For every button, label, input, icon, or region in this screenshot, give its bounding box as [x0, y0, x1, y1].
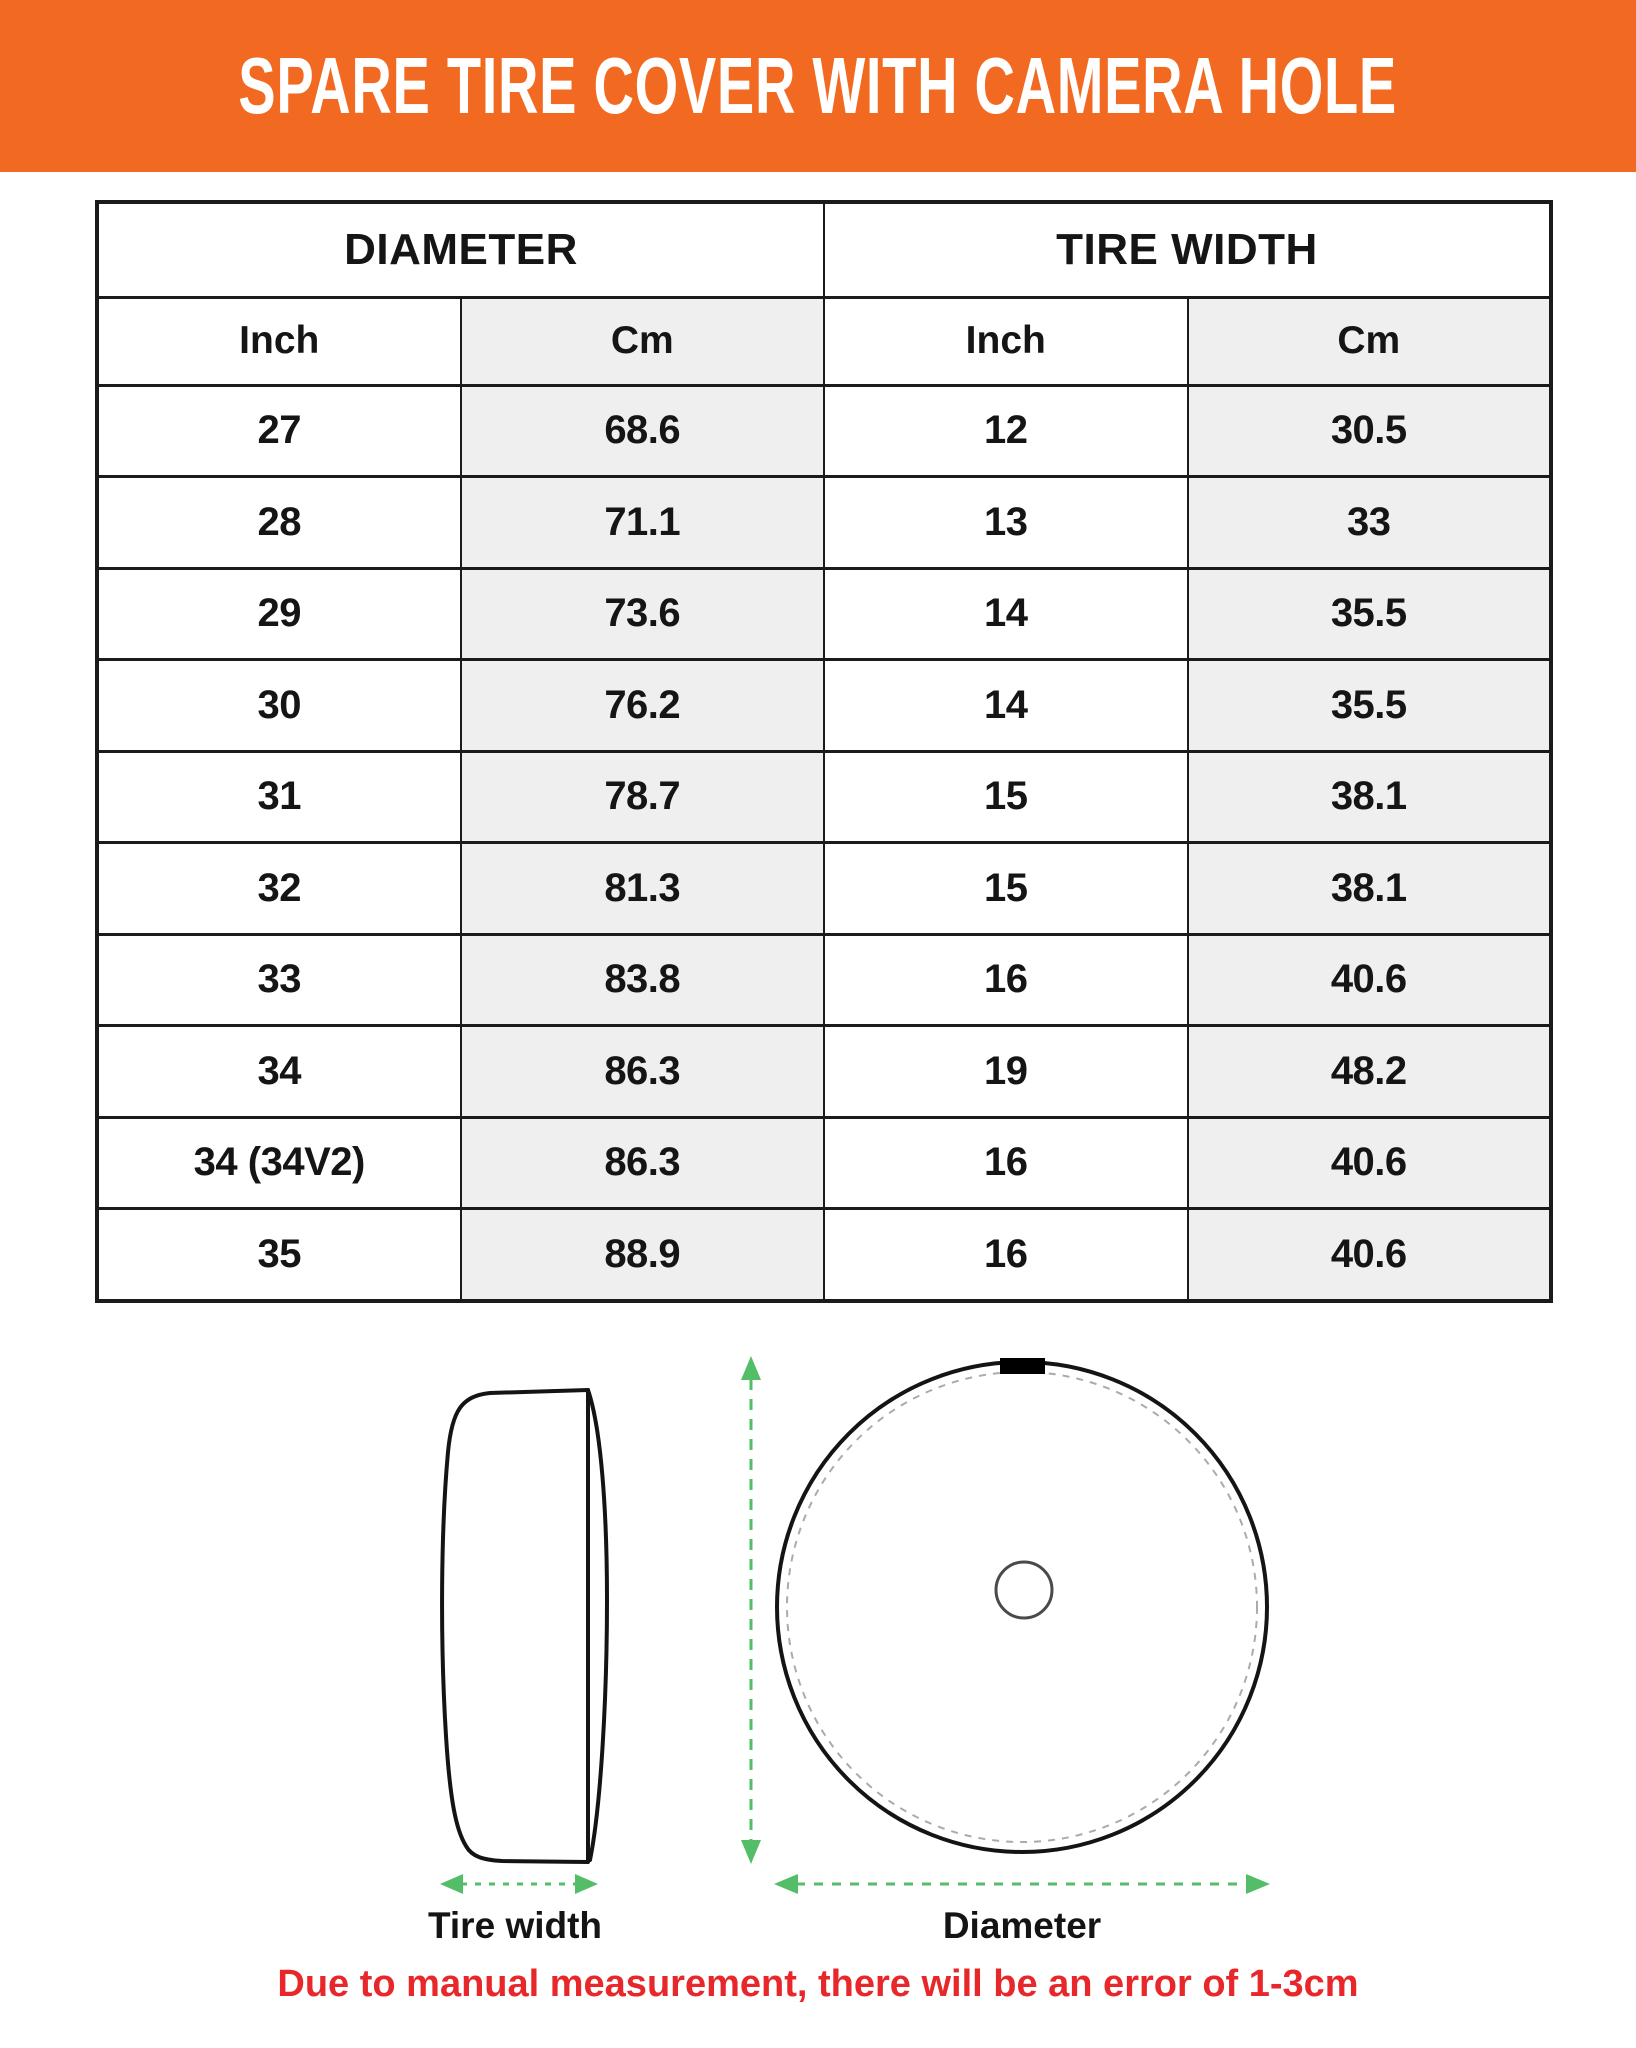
table-cell: 13 — [824, 477, 1188, 569]
table-cell: 14 — [824, 568, 1188, 660]
table-cell: 33 — [1188, 477, 1552, 569]
table-row — [97, 568, 1551, 660]
table-cell: 16 — [824, 1209, 1188, 1302]
col-header-width-cm: Cm — [1188, 297, 1552, 385]
table-row — [97, 934, 1551, 1026]
tire-side-view-outline — [442, 1390, 588, 1862]
top-notch-rect — [1000, 1358, 1045, 1374]
table-cell: 78.7 — [461, 751, 825, 843]
table-cell: 68.6 — [461, 385, 825, 477]
size-table-wrap — [95, 200, 1553, 1303]
arrowhead-left — [440, 1874, 463, 1894]
group-header-tire-width: TIRE WIDTH — [824, 202, 1551, 297]
group-header-diameter: DIAMETER — [97, 202, 824, 297]
table-group-header-row — [97, 202, 1551, 297]
table-cell: 28 — [97, 477, 461, 569]
table-cell: 30 — [97, 660, 461, 752]
table-cell: 81.3 — [461, 843, 825, 935]
table-cell: 73.6 — [461, 568, 825, 660]
table-cell: 38.1 — [1188, 843, 1552, 935]
measurement-diagram — [0, 1330, 1636, 1960]
banner — [0, 0, 1636, 172]
table-cell: 71.1 — [461, 477, 825, 569]
table-row — [97, 751, 1551, 843]
arrowhead-left — [774, 1874, 798, 1894]
page-title: SPARE TIRE COVER WITH CAMERA HOLE — [238, 41, 1398, 130]
col-header-width-inch: Inch — [824, 297, 1188, 385]
tire-side-view-rim-line — [588, 1390, 607, 1860]
table-cell: 16 — [824, 934, 1188, 1026]
camera-hole-circle — [996, 1562, 1052, 1618]
table-cell: 12 — [824, 385, 1188, 477]
col-header-diameter-inch: Inch — [97, 297, 461, 385]
measurement-error-note: Due to manual measurement, there will be an error of 1-3cm — [277, 1962, 1359, 2005]
table-cell: 29 — [97, 568, 461, 660]
table-cell: 40.6 — [1188, 1209, 1552, 1302]
table-cell: 15 — [824, 751, 1188, 843]
table-cell: 38.1 — [1188, 751, 1552, 843]
table-cell: 48.2 — [1188, 1026, 1552, 1118]
table-cell: 88.9 — [461, 1209, 825, 1302]
table-row — [97, 1117, 1551, 1209]
table-row — [97, 385, 1551, 477]
table-cell: 35 — [97, 1209, 461, 1302]
col-header-diameter-cm: Cm — [461, 297, 825, 385]
table-cell: 34 (34V2) — [97, 1117, 461, 1209]
arrowhead-right — [575, 1874, 598, 1894]
table-cell: 40.6 — [1188, 1117, 1552, 1209]
table-cell: 32 — [97, 843, 461, 935]
table-cell: 15 — [824, 843, 1188, 935]
table-cell: 76.2 — [461, 660, 825, 752]
table-row — [97, 1026, 1551, 1118]
table-cell: 19 — [824, 1026, 1188, 1118]
arrowhead-up — [741, 1356, 761, 1380]
tire-width-label: Tire width — [427, 1905, 603, 1946]
table-cell: 31 — [97, 751, 461, 843]
diameter-label: Diameter — [942, 1905, 1102, 1946]
table-cell: 35.5 — [1188, 568, 1552, 660]
arrowhead-down — [741, 1840, 761, 1864]
table-column-header-row — [97, 297, 1551, 385]
table-cell: 34 — [97, 1026, 461, 1118]
table-cell: 83.8 — [461, 934, 825, 1026]
arrowhead-right — [1246, 1874, 1270, 1894]
table-row — [97, 477, 1551, 569]
table-cell: 33 — [97, 934, 461, 1026]
table-row — [97, 843, 1551, 935]
size-table — [95, 200, 1553, 1303]
table-row — [97, 660, 1551, 752]
table-cell: 27 — [97, 385, 461, 477]
table-cell: 40.6 — [1188, 934, 1552, 1026]
table-cell: 86.3 — [461, 1117, 825, 1209]
table-cell: 14 — [824, 660, 1188, 752]
table-cell: 30.5 — [1188, 385, 1552, 477]
table-cell: 86.3 — [461, 1026, 825, 1118]
table-cell: 16 — [824, 1117, 1188, 1209]
table-row — [97, 1209, 1551, 1302]
table-cell: 35.5 — [1188, 660, 1552, 752]
